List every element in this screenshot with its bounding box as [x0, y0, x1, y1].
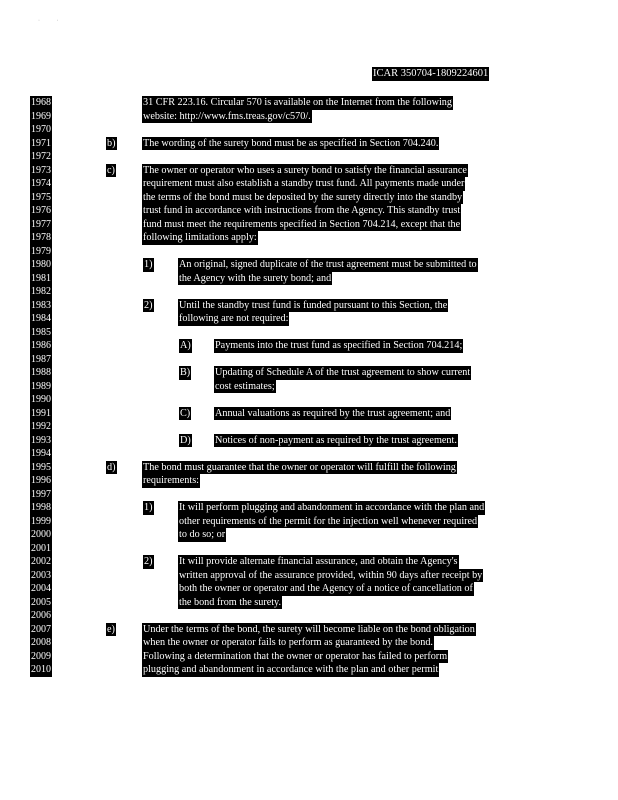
item-label: 2): [144, 299, 153, 311]
paragraph-label: b): [107, 137, 116, 149]
body-line: to do so; or: [179, 529, 226, 540]
document-id: ICAR 350704-1809224601: [373, 68, 489, 79]
body-line: An original, signed duplicate of the trust agreement must be submitted to: [179, 259, 477, 270]
line-number: 1985: [31, 326, 51, 338]
line-number: 1979: [31, 245, 51, 257]
body-line: the terms of the bond must be deposited by the surety directly into the standby: [143, 191, 463, 203]
body-line: website: http://www.fms.treas.gov/c570/.: [143, 110, 311, 122]
body-line: following are not required:: [179, 313, 289, 324]
body-line: requirements:: [143, 475, 200, 486]
subitem-label: A): [180, 340, 191, 351]
body-line: following limitations apply:: [143, 232, 257, 243]
line-number: 2007: [31, 623, 51, 635]
body-line: the Agency with the surety bond; and: [179, 272, 332, 284]
body-line: written approval of the assurance provided, within 90 days after receipt by: [179, 569, 483, 581]
line-number: 1968: [31, 97, 51, 108]
body-line: Payments into the trust fund as specified in Section 704.214;: [215, 340, 463, 351]
line-number: 1969: [31, 110, 51, 122]
line-number: 2004: [31, 583, 51, 594]
paragraph-label: e): [107, 623, 115, 635]
item-label: 1): [144, 259, 153, 270]
line-number: 1974: [31, 178, 51, 189]
line-number: 1993: [31, 434, 51, 446]
line-number: 1976: [31, 205, 51, 216]
line-number: 1986: [31, 340, 51, 351]
body-line: It will perform plugging and abandonment in accordance with the plan and: [179, 502, 485, 513]
body-line: Following a determination that the owner or operator has failed to perform: [143, 650, 448, 662]
body-line: The owner or operator who uses a surety bond to satisfy the financial assurance: [143, 164, 467, 176]
body-line: fund must meet the requirements specified in Section 704.214, except that the: [143, 218, 461, 230]
line-number: 1980: [31, 259, 51, 270]
subitem-label: D): [180, 434, 191, 446]
body-line: both the owner or operator and the Agency of a notice of cancellation of: [179, 583, 473, 594]
line-number: 2008: [31, 637, 51, 648]
line-number: 1995: [31, 461, 51, 473]
body-line: when the owner or operator fails to perform as guaranteed by the bond.: [143, 637, 433, 648]
line-number: 2002: [31, 556, 51, 567]
body-line: 31 CFR 223.16. Circular 570 is available on the Internet from the following: [143, 97, 452, 108]
line-number: 1998: [31, 502, 51, 513]
body-line: Under the terms of the bond, the surety will become liable on the bond obligation: [143, 623, 475, 635]
body-line: The bond must guarantee that the owner or operator will fulfill the following: [143, 461, 456, 473]
line-number: 1981: [31, 272, 51, 284]
line-number: 2000: [31, 529, 51, 540]
line-number: 1977: [31, 218, 51, 230]
subitem-label: C): [180, 407, 191, 419]
body-line: trust fund in accordance with instructions from the Agency. This standby trust: [143, 205, 461, 216]
line-number: 1983: [31, 299, 51, 311]
scan-specks: · ·: [38, 18, 59, 24]
line-number: 2010: [31, 664, 51, 675]
item-label: 1): [144, 502, 153, 513]
paragraph-label: c): [107, 164, 115, 176]
line-number: 2001: [31, 542, 51, 554]
line-number: 2009: [31, 650, 51, 662]
line-number: 1992: [31, 421, 51, 432]
line-number: 1991: [31, 407, 51, 419]
body-line: Annual valuations as required by the trust agreement; and: [215, 407, 451, 419]
line-number: 1978: [31, 232, 51, 243]
line-number: 2005: [31, 596, 51, 608]
line-number: 1987: [31, 353, 51, 365]
line-number-column: [30, 96, 52, 677]
line-number: 1994: [31, 448, 51, 459]
item-label: 2): [144, 556, 153, 567]
line-number: 1997: [31, 488, 51, 500]
line-number: 1972: [31, 151, 51, 162]
subitem-label: B): [180, 367, 191, 378]
line-number: 1996: [31, 475, 51, 486]
line-number: 1999: [31, 515, 51, 527]
body-line: cost estimates;: [215, 380, 275, 392]
body-line: Notices of non-payment as required by the trust agreement.: [215, 434, 457, 446]
line-number: 1970: [31, 124, 51, 135]
body-line: Updating of Schedule A of the trust agreement to show current: [215, 367, 471, 378]
line-number: 1982: [31, 286, 51, 297]
line-number: 2006: [31, 610, 51, 621]
body-line: other requirements of the permit for the injection well whenever required: [179, 515, 478, 527]
body-line: plugging and abandonment in accordance with the plan and other permit: [143, 664, 439, 675]
line-number: 1975: [31, 191, 51, 203]
line-number: 1990: [31, 394, 51, 405]
body-line: Until the standby trust fund is funded pursuant to this Section, the: [179, 299, 448, 311]
line-number: 1989: [31, 380, 51, 392]
body-line: It will provide alternate financial assurance, and obtain the Agency's: [179, 556, 458, 567]
body-line: requirement must also establish a standby trust fund. All payments made under: [143, 178, 465, 189]
line-number: 1988: [31, 367, 51, 378]
line-number: 2003: [31, 569, 51, 581]
paragraph-label: d): [107, 461, 116, 473]
body-line: the bond from the surety.: [179, 596, 282, 608]
body-line: The wording of the surety bond must be as specified in Section 704.240.: [143, 137, 439, 149]
line-number: 1973: [31, 164, 51, 176]
line-number: 1971: [31, 137, 51, 149]
line-number: 1984: [31, 313, 51, 324]
